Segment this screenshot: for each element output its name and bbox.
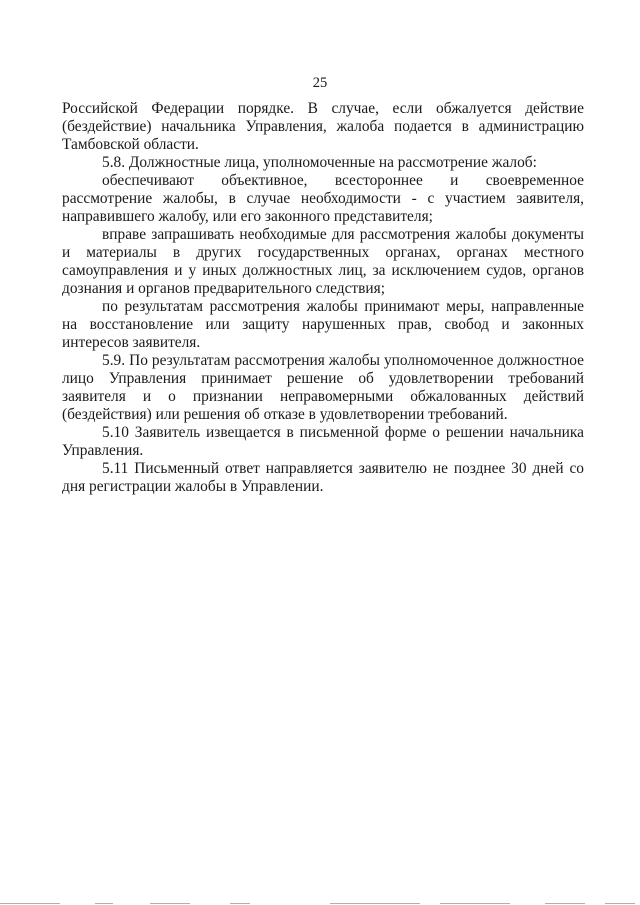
scan-edge-artifact	[0, 899, 640, 905]
page-number: 25	[312, 75, 328, 91]
paragraph-continuation: Российской Федерации порядке. В случае, если обжалуется действие (бездействие) начальника Управления, жалоба подается в администрацию Тамбовской области.	[62, 100, 584, 153]
paragraph-obligation-review: обеспечивают объективное, всестороннее и своевременное рассмотрение жалобы, в случае необходимости - с участием заявителя, направившего жалобу, или его законного представителя;	[62, 172, 584, 225]
paragraph-measures: по результатам рассмотрения жалобы принимают меры, направленные на восстановление или защиту нарушенных прав, свобод и законных интересов заявителя.	[62, 298, 584, 351]
paragraph-5-9: 5.9. По результатам рассмотрения жалобы уполномоченное должностное лицо Управления принимает решение об удовлетворении требований заявителя и о признании неправомерными обжалованных действий (бездействия) или решения об отказе в удовлетворении требований.	[62, 352, 584, 423]
paragraph-5-8: 5.8. Должностные лица, уполномоченные на рассмотрение жалоб:	[102, 154, 537, 171]
document-body	[62, 100, 584, 496]
paragraph-5-11: 5.11 Письменный ответ направляется заявителю не позднее 30 дней со дня регистрации жалобы в Управлении.	[62, 460, 584, 495]
paragraph-5-10: 5.10 Заявитель извещается в письменной форме о решении начальника Управления.	[62, 424, 584, 459]
paragraph-right-request: вправе запрашивать необходимые для рассмотрения жалобы документы и материалы в других государственных органах, органах местного самоуправления и у иных должностных лиц, за исключением судов, органов дознания и органов предварительного следствия;	[62, 226, 584, 297]
